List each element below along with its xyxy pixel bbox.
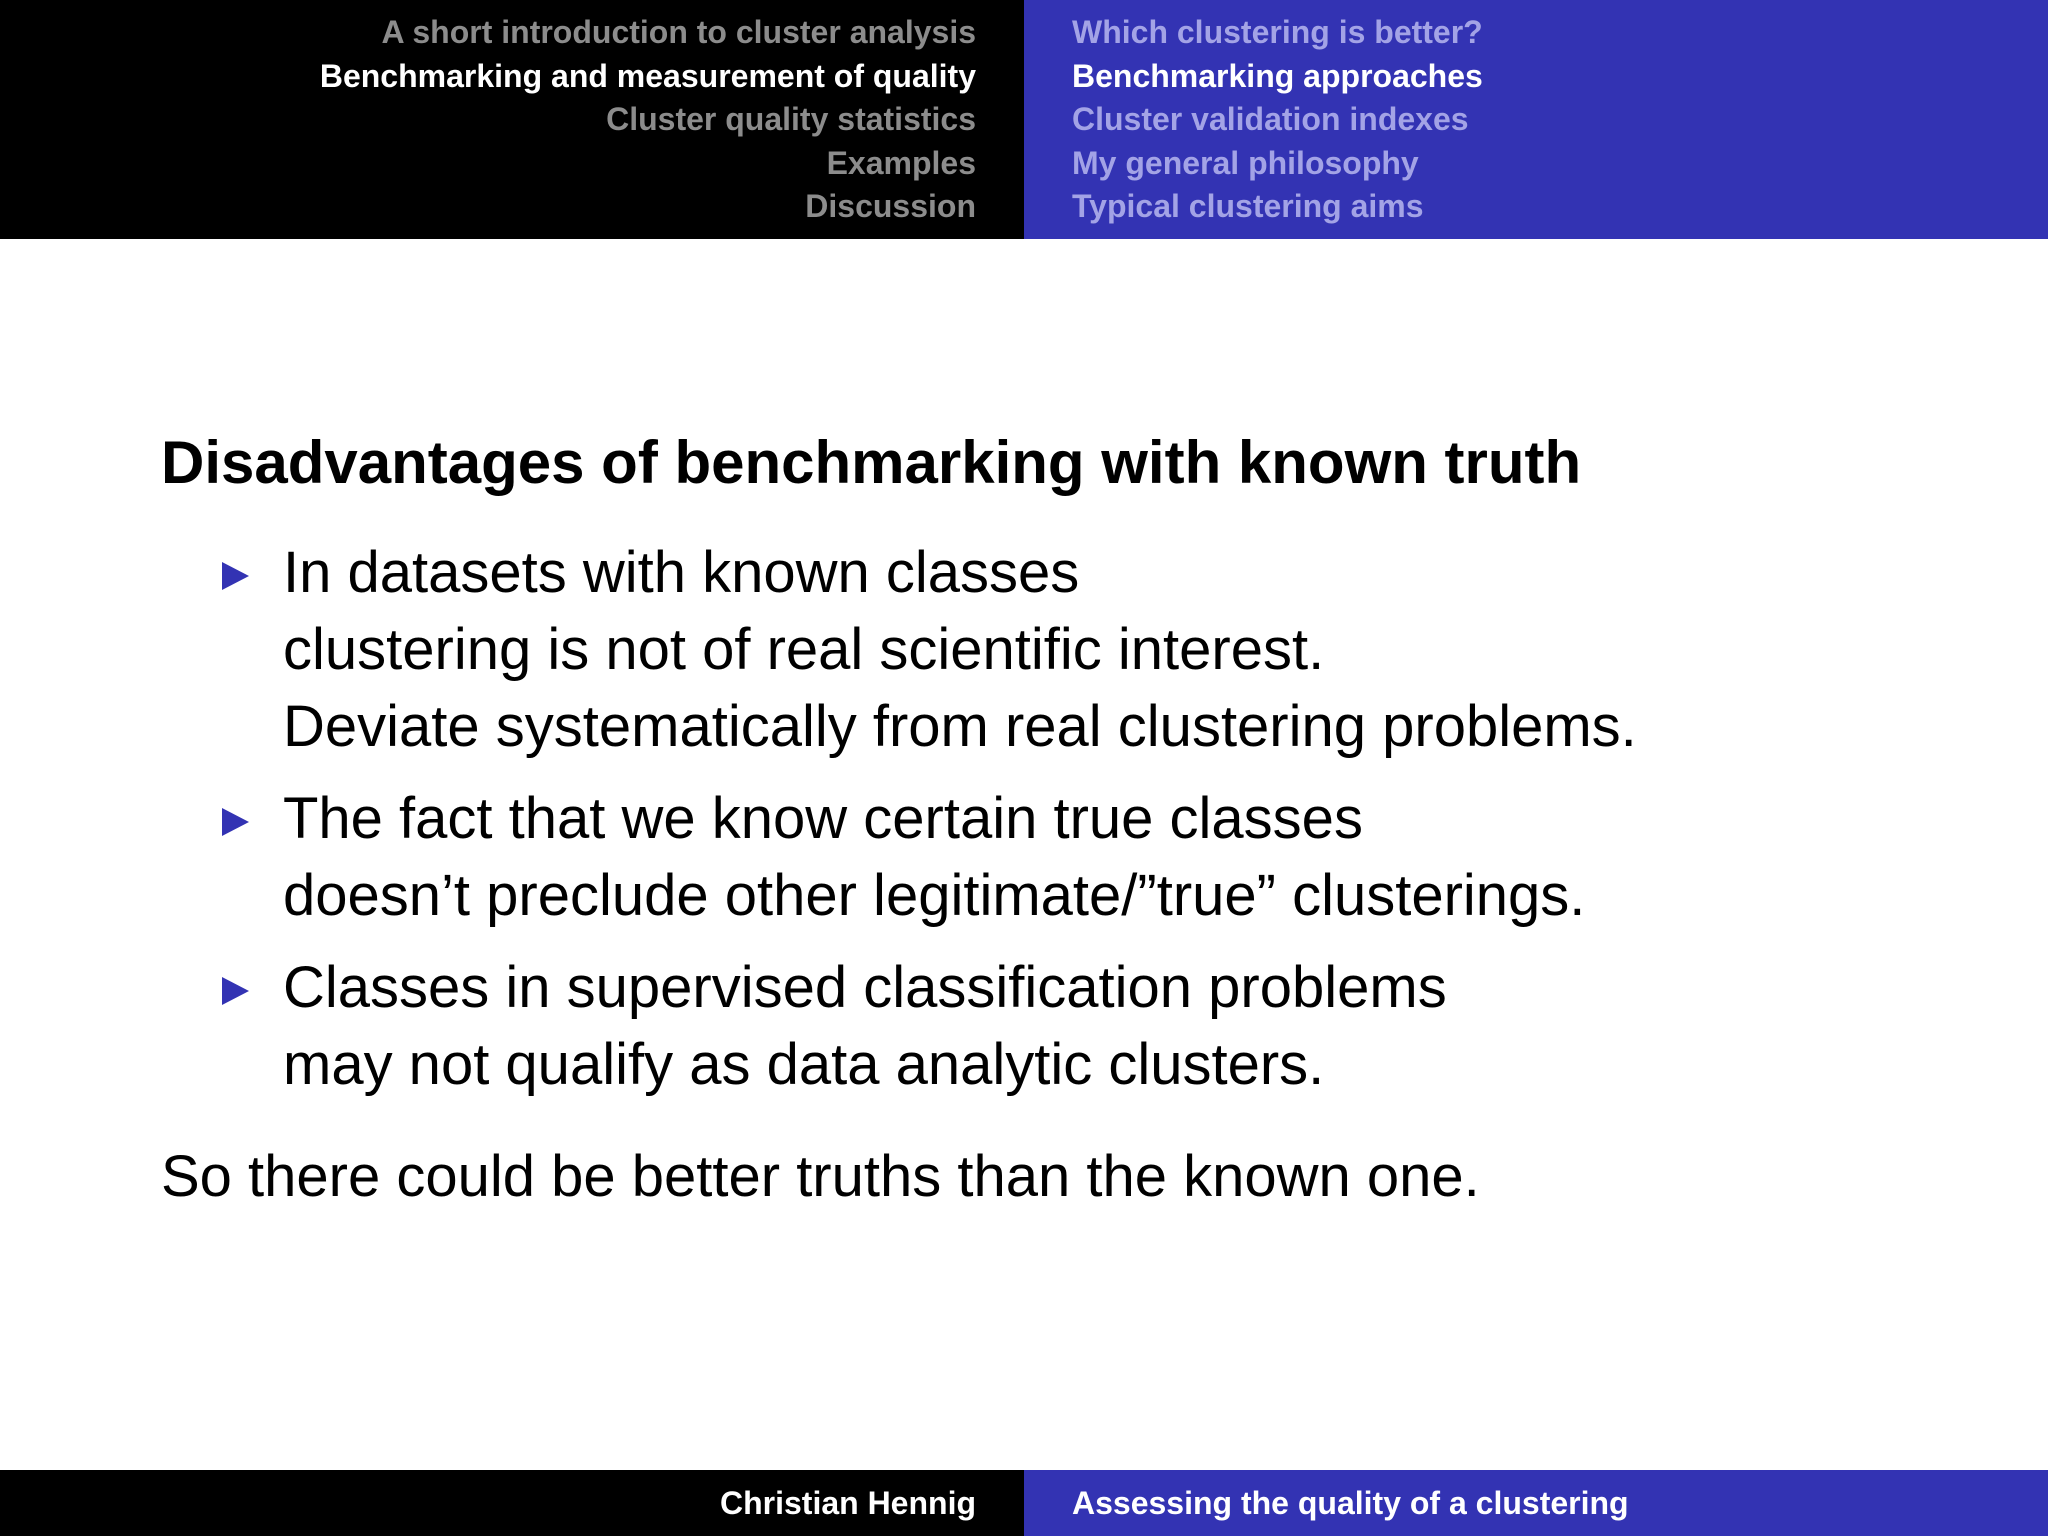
bullet-list	[161, 534, 2011, 1118]
header-navigation	[0, 0, 2048, 239]
bullet-item	[161, 949, 2011, 1103]
nav-subsection-cluster-validation-indexes[interactable]: Cluster validation indexes	[1072, 101, 1469, 137]
nav-section-discussion[interactable]: Discussion	[805, 188, 976, 224]
triangle-right-icon	[222, 562, 249, 590]
bullet-item	[161, 534, 2011, 765]
footer-author: Christian Hennig	[0, 1470, 1024, 1536]
bullet-line: doesn’t preclude other legitimate/”true” clusterings.	[283, 863, 1586, 928]
bullet-line: Classes in supervised classification problems	[283, 955, 1447, 1020]
slide-content	[0, 239, 2048, 1470]
bullet-line: may not qualify as data analytic clusters.	[283, 1032, 1325, 1097]
bullet-line: clustering is not of real scientific interest.	[283, 617, 1325, 682]
subsection-navigation	[1024, 0, 2048, 239]
nav-subsection-which-clustering-better[interactable]: Which clustering is better?	[1072, 14, 1483, 50]
nav-section-cluster-quality-statistics[interactable]: Cluster quality statistics	[606, 101, 976, 137]
nav-subsection-typical-clustering-aims[interactable]: Typical clustering aims	[1072, 188, 1424, 224]
nav-subsection-benchmarking-approaches[interactable]: Benchmarking approaches	[1072, 57, 1483, 94]
triangle-right-icon	[222, 977, 249, 1005]
nav-subsection-general-philosophy[interactable]: My general philosophy	[1072, 144, 1419, 181]
conclusion-text: So there could be better truths than the known one.	[161, 1144, 1480, 1209]
footer-talk-title: Assessing the quality of a clustering	[1024, 1470, 2048, 1536]
bullet-line: Deviate systematically from real clustering problems.	[283, 694, 1637, 759]
section-navigation	[0, 0, 1024, 239]
bullet-line: The fact that we know certain true classes	[283, 786, 1363, 851]
nav-section-introduction[interactable]: A short introduction to cluster analysis	[381, 14, 976, 50]
triangle-right-icon	[222, 808, 249, 836]
footer	[0, 1470, 2048, 1536]
nav-section-examples[interactable]: Examples	[826, 144, 976, 181]
nav-section-benchmarking[interactable]: Benchmarking and measurement of quality	[319, 57, 976, 94]
bullet-line: In datasets with known classes	[283, 540, 1080, 605]
frame-title: Disadvantages of benchmarking with known truth	[161, 429, 1582, 496]
bullet-item	[161, 780, 2011, 934]
